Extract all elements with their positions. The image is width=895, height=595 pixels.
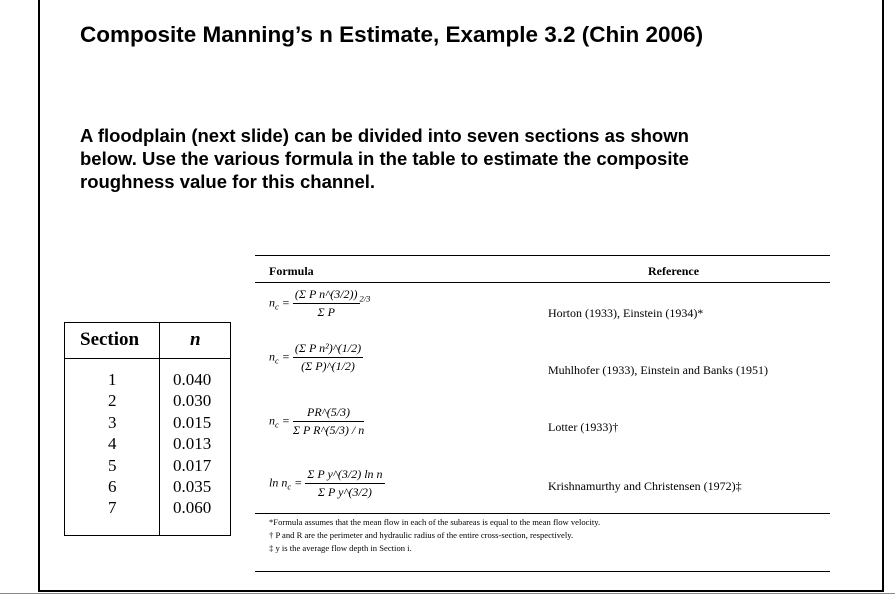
- table-row: [64, 434, 231, 455]
- table-top-rule: [255, 255, 830, 256]
- section-cell: 1: [108, 370, 117, 389]
- n-cell: 0.040: [173, 370, 212, 389]
- header-rule: [255, 282, 830, 283]
- header-reference: Reference: [648, 264, 700, 278]
- footnote: † P and R are the perimeter and hydraulic radius of the entire cross-section, respectively.: [269, 530, 574, 540]
- body-line: roughness value for this channel.: [80, 171, 376, 192]
- table-bottom-rule: [255, 571, 830, 572]
- section-table-header: [64, 322, 231, 359]
- section-table: [64, 322, 231, 518]
- n-cell: 0.017: [173, 455, 212, 475]
- section-cell: 2: [108, 391, 117, 411]
- body-line: below. Use the various formula in the table to estimate the composite: [80, 148, 689, 169]
- header-formula: Formula: [269, 264, 314, 278]
- formula-horton: $n_c$ = $\frac{\text{(Σ P n\textasciicircum{}(3/2))}}{\text{Σ P}}$ $^{2/3}$: [269, 287, 371, 319]
- reference-krishnamurthy: Krishnamurthy and Christensen (1972)‡: [548, 479, 742, 493]
- table-row: [64, 413, 231, 434]
- section-cell: 6: [108, 476, 117, 496]
- reference-lotter: Lotter (1933)†: [548, 420, 619, 434]
- body-rule: [255, 513, 830, 514]
- table-row: [64, 391, 231, 412]
- formula-krishnamurthy: $\ln n_c$ = $\frac{\text{Σ P y\textasciicircum{}(3/2) ln n}}{\text{Σ P y\textasciicircum{}(3/2)}}$: [269, 467, 383, 499]
- formula-muhlhofer: $n_c$ = $\frac{\text{(Σ P n²)\textasciicircum{}(1/2)}}{\text{(Σ P)\textasciicircum{}(1/2)}}$: [269, 341, 362, 373]
- section-cell: 7: [108, 498, 117, 518]
- footnote: ‡ y is the average flow depth in Section i.: [269, 543, 412, 553]
- n-cell: 0.060: [173, 498, 212, 518]
- table-row: [64, 498, 231, 519]
- n-cell: 0.015: [173, 412, 212, 432]
- body-line: A floodplain (next slide) can be divided into seven sections as shown: [80, 125, 689, 146]
- slide-title: Composite Manning’s n Estimate, Example 3.2 (Chin 2006): [80, 22, 704, 47]
- section-cell: 3: [108, 412, 117, 432]
- bottom-divider: [0, 593, 895, 594]
- slide-body-text: [80, 124, 870, 193]
- table-row: [64, 477, 231, 498]
- reference-muhlhofer: Muhlhofer (1933), Einstein and Banks (1951): [548, 363, 768, 377]
- reference-horton: Horton (1933), Einstein (1934)*: [548, 306, 704, 320]
- n-cell: 0.035: [173, 476, 212, 496]
- section-cell: 5: [108, 455, 117, 475]
- table-row: [64, 370, 231, 391]
- header-section: Section: [80, 329, 140, 350]
- table-footnotes: [269, 516, 600, 555]
- n-cell: 0.013: [173, 434, 212, 454]
- section-cell: 4: [108, 434, 117, 454]
- table-row: [64, 456, 231, 477]
- header-n: n: [190, 329, 201, 350]
- footnote: *Formula assumes that the mean flow in each of the subareas is equal to the mean flow velocity.: [269, 517, 601, 527]
- formula-lotter: $n_c$ = $\frac{PR\^{}(5/3)}{\text{Σ P R\textasciicircum{}(5/3) / n}}$: [269, 405, 365, 437]
- n-cell: 0.030: [173, 391, 212, 411]
